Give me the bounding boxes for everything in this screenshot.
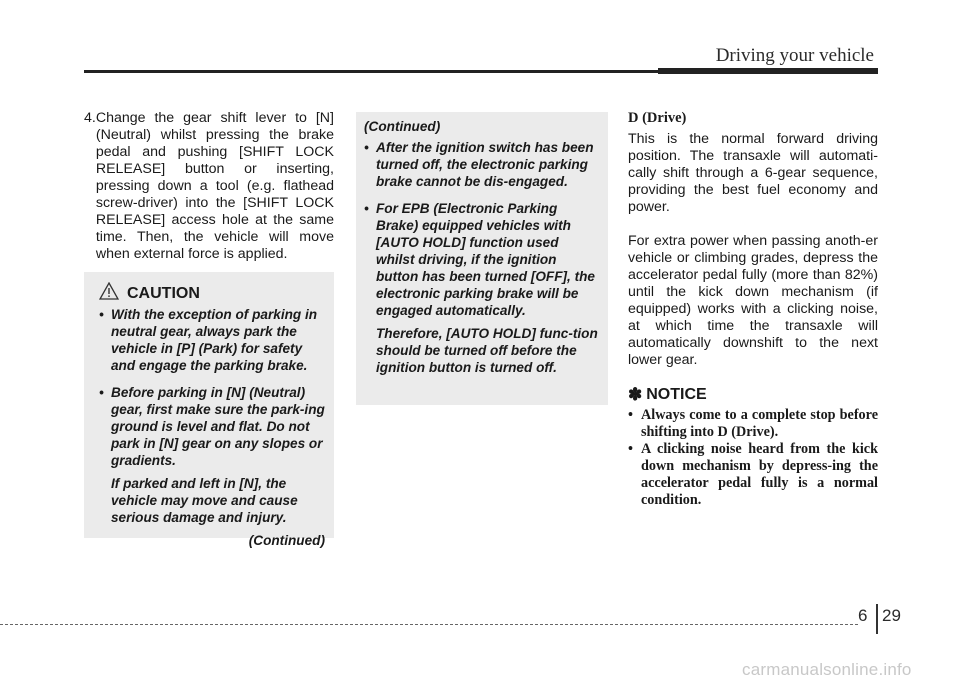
notice-heading — [628, 386, 878, 403]
bullet: • — [628, 407, 633, 423]
caution-item-text: With the exception of parking in neutral gear, always park the vehicle in [P] (Park) for safety and engage the parking brake. — [111, 307, 318, 373]
page-number: 29 — [882, 606, 901, 625]
caution-sub-paragraph: If parked and left in [N], the vehicle may move and cause serious damage and injury. — [111, 476, 298, 525]
notice-item-text: A clicking noise heard from the kick down mechanism by depress-ing the accelerator pedal fully is a normal condition. — [641, 441, 878, 508]
caution-item — [364, 139, 598, 190]
notice-item — [628, 407, 878, 441]
watermark: carmanualsonline.info — [742, 660, 912, 679]
caution-continued-box — [356, 112, 608, 405]
footer-rule — [0, 624, 858, 625]
bullet: • — [364, 201, 369, 216]
notice-item-text: Always come to a complete stop before shifting into D (Drive). — [641, 407, 878, 440]
bullet: • — [99, 307, 104, 322]
bullet: • — [628, 441, 633, 457]
bullet: • — [364, 140, 369, 155]
drive-section — [628, 110, 878, 509]
caution-item — [364, 200, 598, 319]
footer-divider — [876, 604, 878, 634]
chapter-number: 6 — [858, 606, 868, 625]
caution-sub-paragraph: Therefore, [AUTO HOLD] func-tion should be turned off before the ignition button is turned off. — [376, 326, 598, 375]
paragraph: This is the normal forward driving position. The transaxle will automati-cally shift through a 6-gear sequence, providing the best fuel economy and power. — [628, 131, 878, 215]
notice-title: NOTICE — [646, 386, 707, 403]
header-rule-accent — [658, 68, 878, 74]
continued-label: (Continued) — [364, 119, 441, 134]
caution-item — [99, 306, 325, 374]
step-text: Change the gear shift lever to [N] (Neutral) whilst pressing the brake pedal and pushing [SHIFT LOCK RELEASE] button or inserting, pressing down a tool (e.g. flathead screw-driver) into the [SHIFT LOCK RELEASE] access hole at the same time. Then, the vehicle will move when external force is applied. — [95, 110, 334, 262]
caution-item-text: After the ignition switch has been turned off, the electronic parking brake cannot be dis-engaged. — [376, 140, 594, 189]
caution-title: CAUTION — [127, 284, 200, 302]
caution-item — [99, 384, 325, 469]
caution-item-text: For EPB (Electronic Parking Brake) equipped vehicles with [AUTO HOLD] function used whilst driving, if the ignition button has been turned [OFF], the electronic parking brake will be engaged automatically. — [376, 201, 595, 318]
page-header-title: Driving your vehicle — [715, 45, 874, 66]
caution-box — [84, 272, 334, 548]
caution-item-text: Before parking in [N] (Neutral) gear, first make sure the park-ing ground is level and flat. Do not park in [N] gear on any slopes or gradients. — [111, 385, 325, 468]
notice-list — [628, 407, 878, 509]
bullet: • — [99, 385, 104, 400]
notice-item — [628, 441, 878, 509]
notice-star-icon: ✽ — [628, 385, 643, 404]
paragraph: For extra power when passing anoth-er vehicle or climbing grades, depress the accelerator pedal fully (more than 82%) until the kick down mechanism (if equipped) works with a clicking noise, at which time the transaxle will automatically downshift to the next lower gear. — [628, 233, 878, 368]
step-number: 4. — [84, 110, 96, 126]
warning-triangle-icon — [99, 282, 127, 305]
section-heading: D (Drive) — [628, 110, 687, 126]
step-4 — [84, 110, 334, 263]
continued-label: (Continued) — [248, 533, 325, 548]
